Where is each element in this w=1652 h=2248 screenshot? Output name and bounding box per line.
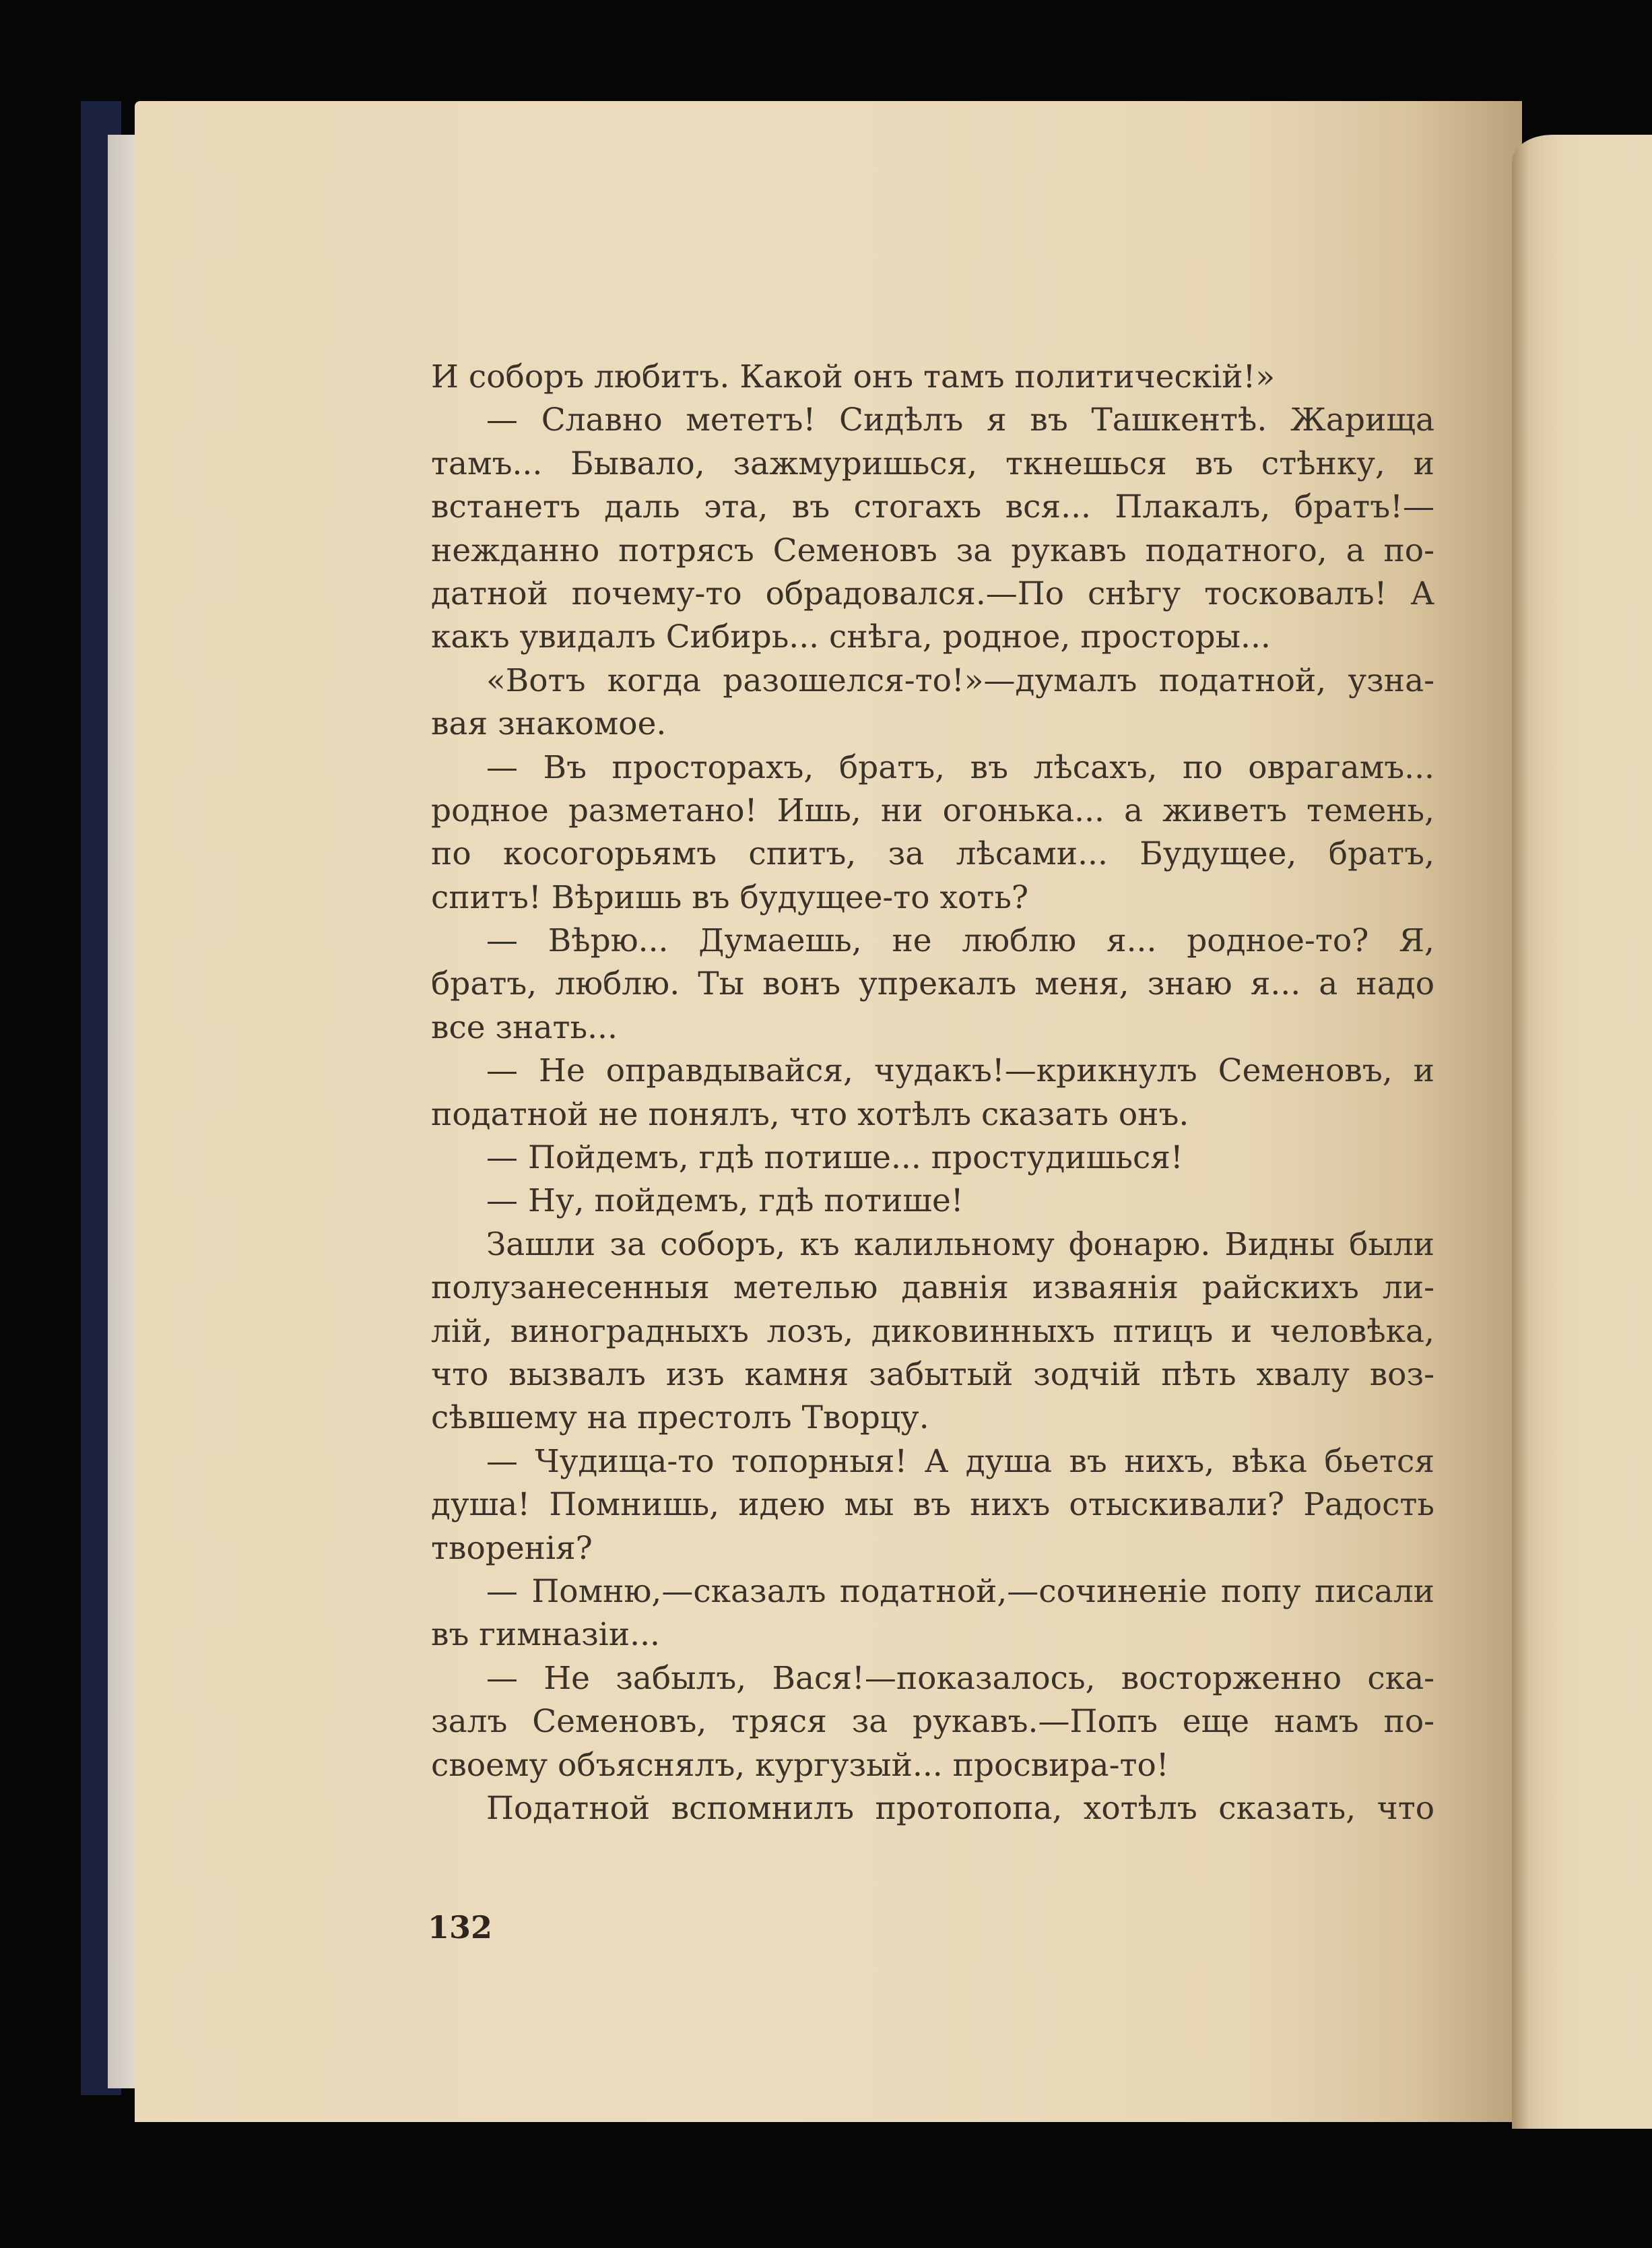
text-line: — Ну, пойдемъ, гдѣ потише! <box>486 1182 964 1220</box>
text-line: сѣвшему на престолъ Творцу. <box>431 1399 929 1437</box>
text-line: — Вѣрю... Думаешь, не люблю я... родное-то? Я, <box>486 922 1434 960</box>
text-line: душа! Помнишь, идею мы въ нихъ отыскивали? Радость <box>431 1486 1434 1524</box>
text-line: Податной вспомнилъ протопопа, хотѣлъ сказать, что <box>486 1789 1434 1827</box>
text-line: какъ увидалъ Сибирь... снѣга, родное, просторы... <box>431 618 1271 656</box>
text-line: братъ, люблю. Ты вонъ упрекалъ меня, знаю я... а надо <box>431 965 1434 1003</box>
text-line: — Въ просторахъ, братъ, въ лѣсахъ, по оврагамъ... <box>486 748 1434 786</box>
text-line: своему объяснялъ, кургузый... просвира-то! <box>431 1746 1169 1784</box>
text-line: все знать... <box>431 1008 618 1046</box>
text-line: по косогорьямъ спитъ, за лѣсами... Будущее, братъ, <box>431 835 1434 873</box>
page-number: 132 <box>428 1909 493 1946</box>
text-line: — Не оправдывайся, чудакъ!—крикнулъ Семеновъ, и <box>486 1052 1434 1090</box>
text-line: вая знакомое. <box>431 705 667 743</box>
text-line: тамъ... Бывало, зажмуришься, ткнешься въ стѣнку, и <box>431 445 1434 482</box>
text-line: лій, виноградныхъ лозъ, диковинныхъ птицъ и человѣка, <box>431 1312 1434 1350</box>
text-line: нежданно потрясъ Семеновъ за рукавъ податного, а по- <box>431 532 1434 569</box>
text-line: — Чудища-то топорныя! А душа въ нихъ, вѣка бьется <box>486 1442 1434 1480</box>
text-line: И соборъ любитъ. Какой онъ тамъ политическій!» <box>431 358 1276 395</box>
text-line: творенія? <box>431 1529 593 1567</box>
text-line: что вызвалъ изъ камня забытый зодчій пѣть хвалу воз- <box>431 1355 1434 1393</box>
text-line: залъ Семеновъ, тряся за рукавъ.—Попъ еще намъ по- <box>431 1703 1434 1741</box>
text-line: спитъ! Вѣришь въ будущее-то хоть? <box>431 878 1029 916</box>
text-line: — Не забылъ, Вася!—показалось, восторженно ска- <box>486 1659 1434 1697</box>
text-line: — Пойдемъ, гдѣ потише... простудишься! <box>486 1139 1183 1177</box>
text-line: родное разметано! Ишь, ни огонька... а живетъ темень, <box>431 792 1434 829</box>
text-line: встанетъ даль эта, въ стогахъ вся... Плакалъ, братъ!— <box>431 488 1434 526</box>
page-text <box>431 356 1434 1830</box>
text-line: «Вотъ когда разошелся-то!»—думалъ податной, узна- <box>486 662 1434 699</box>
text-line: податной не понялъ, что хотѣлъ сказать онъ. <box>431 1095 1189 1133</box>
text-line: полузанесенныя метелью давнія изваянія райскихъ ли- <box>431 1269 1434 1307</box>
text-line: Зашли за соборъ, къ калильному фонарю. Видны были <box>486 1225 1434 1263</box>
text-line: въ гимназіи... <box>431 1616 660 1654</box>
text-line: — Славно мететъ! Сидѣлъ я въ Ташкентѣ. Жарища <box>486 402 1434 439</box>
text-line: датной почему-то обрадовался.—По снѣгу тосковалъ! А <box>431 575 1434 612</box>
right-page <box>1512 135 1652 2129</box>
text-line: — Помню,—сказалъ податной,—сочиненіе попу писали <box>486 1572 1434 1610</box>
